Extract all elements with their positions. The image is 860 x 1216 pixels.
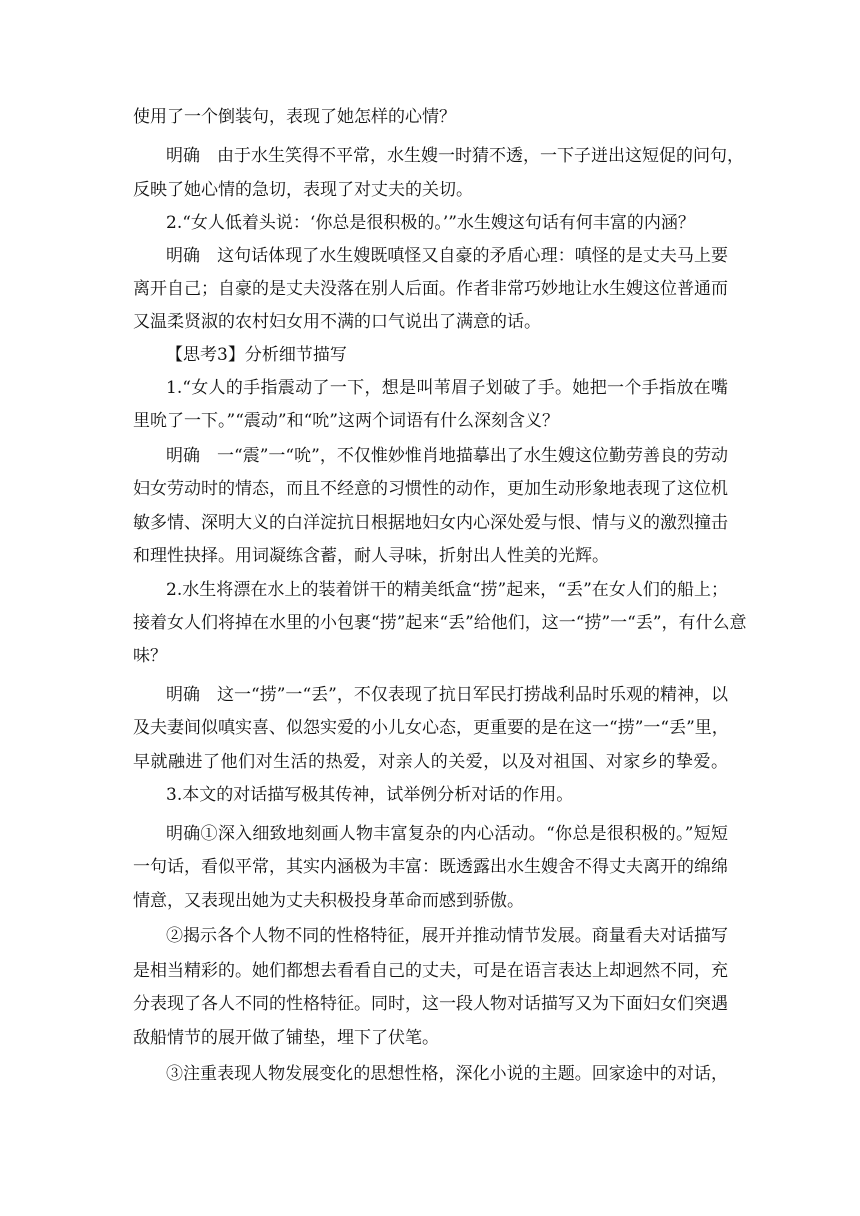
line-text: 及夫妻间似嗔实喜、似怨实爱的小儿女心态，更重要的是在这一“捞”一“丢”里， [133,718,729,738]
text-line [0,955,860,987]
text-line [0,818,860,850]
text-line [0,174,860,206]
text-line [0,885,860,917]
line-text: 使用了一个倒装句，表现了她怎样的心情？ [133,107,456,127]
line-text: 早就融进了他们对生活的热爱，对亲人的关爱，以及对祖国、对家乡的挚爱。 [133,752,728,772]
line-text: 敏多情、深明大义的白洋淀抗日根据地妇女内心深处爱与恨、情与义的激烈撞击 [133,513,728,533]
text-line [0,679,860,711]
line-text: 明确 这句话体现了水生嫂既嗔怪又自豪的矛盾心理：嗔怪的是丈夫马上要 [166,246,728,266]
text-line [0,1022,860,1054]
line-text: 1.“女人的手指震动了一下，想是叫苇眉子划破了手。她把一个手指放在嘴 [166,378,728,398]
line-text: 反映了她心情的急切，表现了对丈夫的关切。 [133,180,473,200]
text-line [0,574,860,606]
line-text: 明确 由于水生笑得不平常，水生嫂一时猜不透，一下子迸出这短促的问句， [166,146,744,166]
text-line [0,140,860,172]
line-text: 妇女劳动时的情态，而且不经意的习惯性的动作，更加生动形象地表现了这位机 [133,479,728,499]
line-text: 味？ [133,646,167,666]
line-text: 明确①深入细致地刻画人物丰富复杂的内心活动。“你总是很积极的。”短短 [166,824,728,844]
text-line [0,372,860,404]
text-line [0,607,860,639]
text-line [0,473,860,505]
line-text: 离开自己；自豪的是丈夫没落在别人后面。作者非常巧妙地让水生嫂这位普通而 [133,279,728,299]
line-text: ③注重表现人物发展变化的思想性格，深化小说的主题。回家途中的对话， [166,1064,728,1084]
text-line [0,712,860,744]
line-text: 和理性抉择。用词凝练含蓄，耐人寻味，折射出人性美的光辉。 [133,546,609,566]
text-line [0,273,860,305]
line-text: 【思考3】分析细节描写 [166,345,347,365]
text-line [0,540,860,572]
line-text: 分表现了各人不同的性格特征。同时，这一段人物对话描写又为下面妇女们突遇 [133,994,728,1014]
text-line [0,306,860,338]
line-text: 3.本文的对话描写极其传神，试举例分析对话的作用。 [166,785,574,805]
text-line [0,640,860,672]
text-line [0,440,860,472]
text-line [0,920,860,952]
text-line [0,240,860,272]
text-line [0,507,860,539]
line-text: ②揭示各个人物不同的性格特征，展开并推动情节发展。商量看夫对话描写 [166,926,728,946]
line-text: 2.水生将漂在水上的装着饼干的精美纸盒“捞”起来，“丢”在女人们的船上； [166,580,728,600]
line-text: 情意，又表现出她为丈夫积极投身革命而感到骄傲。 [133,891,524,911]
text-line [0,207,860,239]
line-text: 敌船情节的展开做了铺垫，埋下了伏笔。 [133,1028,439,1048]
line-text: 一句话，看似平常，其实内涵极为丰富：既透露出水生嫂舍不得丈夫离开的绵绵 [133,857,728,877]
text-line [0,405,860,437]
line-text: 2.“女人低着头说：‘你总是很积极的。’”水生嫂这句话有何丰富的内涵？ [166,213,695,233]
line-text: 里吮了一下。”“震动”和“吮”这两个词语有什么深刻含义？ [133,411,559,431]
text-line [0,746,860,778]
text-line [0,779,860,811]
text-line [0,851,860,883]
text-line [0,339,860,371]
line-text: 明确 一“震”一“吮”，不仅惟妙惟肖地描摹出了水生嫂这位勤劳善良的劳动 [166,446,728,466]
line-text: 明确 这一“捞”一“丢”，不仅表现了抗日军民打捞战利品时乐观的精神，以 [166,685,728,705]
text-line [0,1058,860,1090]
line-text: 是相当精彩的。她们都想去看看自己的丈夫，可是在语言表达上却迥然不同，充 [133,961,728,981]
text-line [0,988,860,1020]
line-text: 接着女人们将掉在水里的小包裹“捞”起来“丢”给他们，这一“捞”一“丢”，有什么意 [133,613,747,633]
text-line [0,101,860,133]
line-text: 又温柔贤淑的农村妇女用不满的口气说出了满意的话。 [133,312,541,332]
